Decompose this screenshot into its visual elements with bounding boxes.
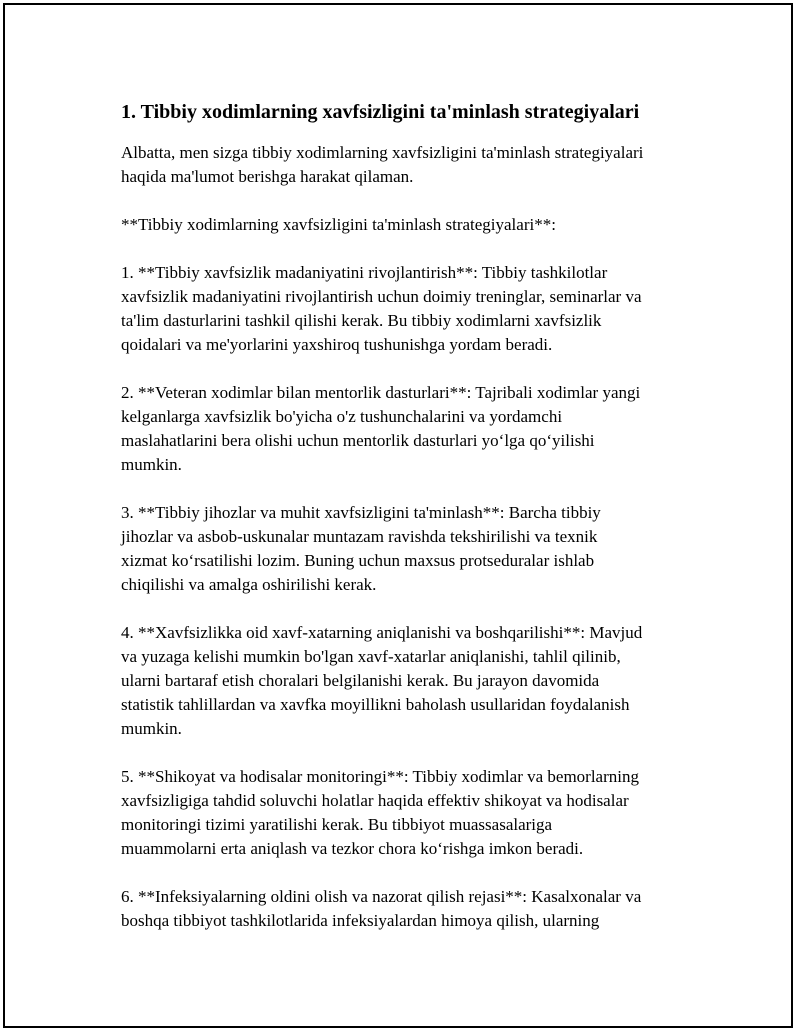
document-page bbox=[3, 3, 793, 1028]
section-heading-paragraph: **Tibbiy xodimlarning xavfsizligini ta'minlash strategiyalari**: bbox=[121, 215, 556, 234]
strategy-paragraph-3: 3. **Tibbiy jihozlar va muhit xavfsizligini ta'minlash**: Barcha tibbiy jihozlar va asbob-uskunalar muntazam ravishda tekshirilishi va texnik xizmat ko‘rsatilishi lozim. Buning uchun maxsus protseduralar ishlab chiqilishi va amalga oshirilishi kerak. bbox=[121, 503, 601, 594]
strategy-paragraph-6: 6. **Infeksiyalarning oldini olish va nazorat qilish rejasi**: Kasalxonalar va boshqa tibbiyot tashkilotlarida infeksiyalardan himoya qilish, ularning bbox=[121, 887, 642, 930]
strategy-paragraph-2: 2. **Veteran xodimlar bilan mentorlik dasturlari**: Tajribali xodimlar yangi kelganlarga xavfsizlik bo'yicha o'z tushunchalarini va yordamchi maslahatlarini bera olishi uchun mentorlik dasturlari yo‘lga qo‘yilishi mumkin. bbox=[121, 383, 641, 474]
strategy-paragraph-5: 5. **Shikoyat va hodisalar monitoringi**: Tibbiy xodimlar va bemorlarning xavfsizligiga tahdid soluvchi holatlar haqida effektiv shikoyat va hodisalar monitoringi tizimi yaratilishi kerak. Bu tibbiyot muassasalariga muammolarni erta aniqlash va tezkor chora ko‘rishga imkon beradi. bbox=[121, 767, 639, 858]
strategy-paragraph-4: 4. **Xavfsizlikka oid xavf-xatarning aniqlanishi va boshqarilishi**: Mavjud va yuzaga kelishi mumkin bo'lgan xavf-xatarlar aniqlanishi, tahlil qilinib, ularni bartaraf etish choralari belgilanishi kerak. Bu jarayon davomida statistik tahlillardan va xavfka moyillikni baholash usullaridan foydalanish mumkin. bbox=[121, 623, 643, 738]
document-content bbox=[121, 99, 701, 957]
strategy-paragraph-1: 1. **Tibbiy xavfsizlik madaniyatini rivojlantirish**: Tibbiy tashkilotlar xavfsizlik madaniyatini rivojlantirish uchun doimiy treninglar, seminarlar va ta'lim dasturlarini tashkil qilishi kerak. Bu tibbiy xodimlarni xavfsizlik qoidalari va me'yorlarini yaxshiroq tushunishga yordam beradi. bbox=[121, 263, 642, 354]
document-title: 1. Tibbiy xodimlarning xavfsizligini ta'minlash strategiyalari bbox=[121, 101, 640, 123]
intro-paragraph: Albatta, men sizga tibbiy xodimlarning xavfsizligini ta'minlash strategiyalari haqida ma'lumot berishga harakat qilaman. bbox=[121, 143, 644, 186]
